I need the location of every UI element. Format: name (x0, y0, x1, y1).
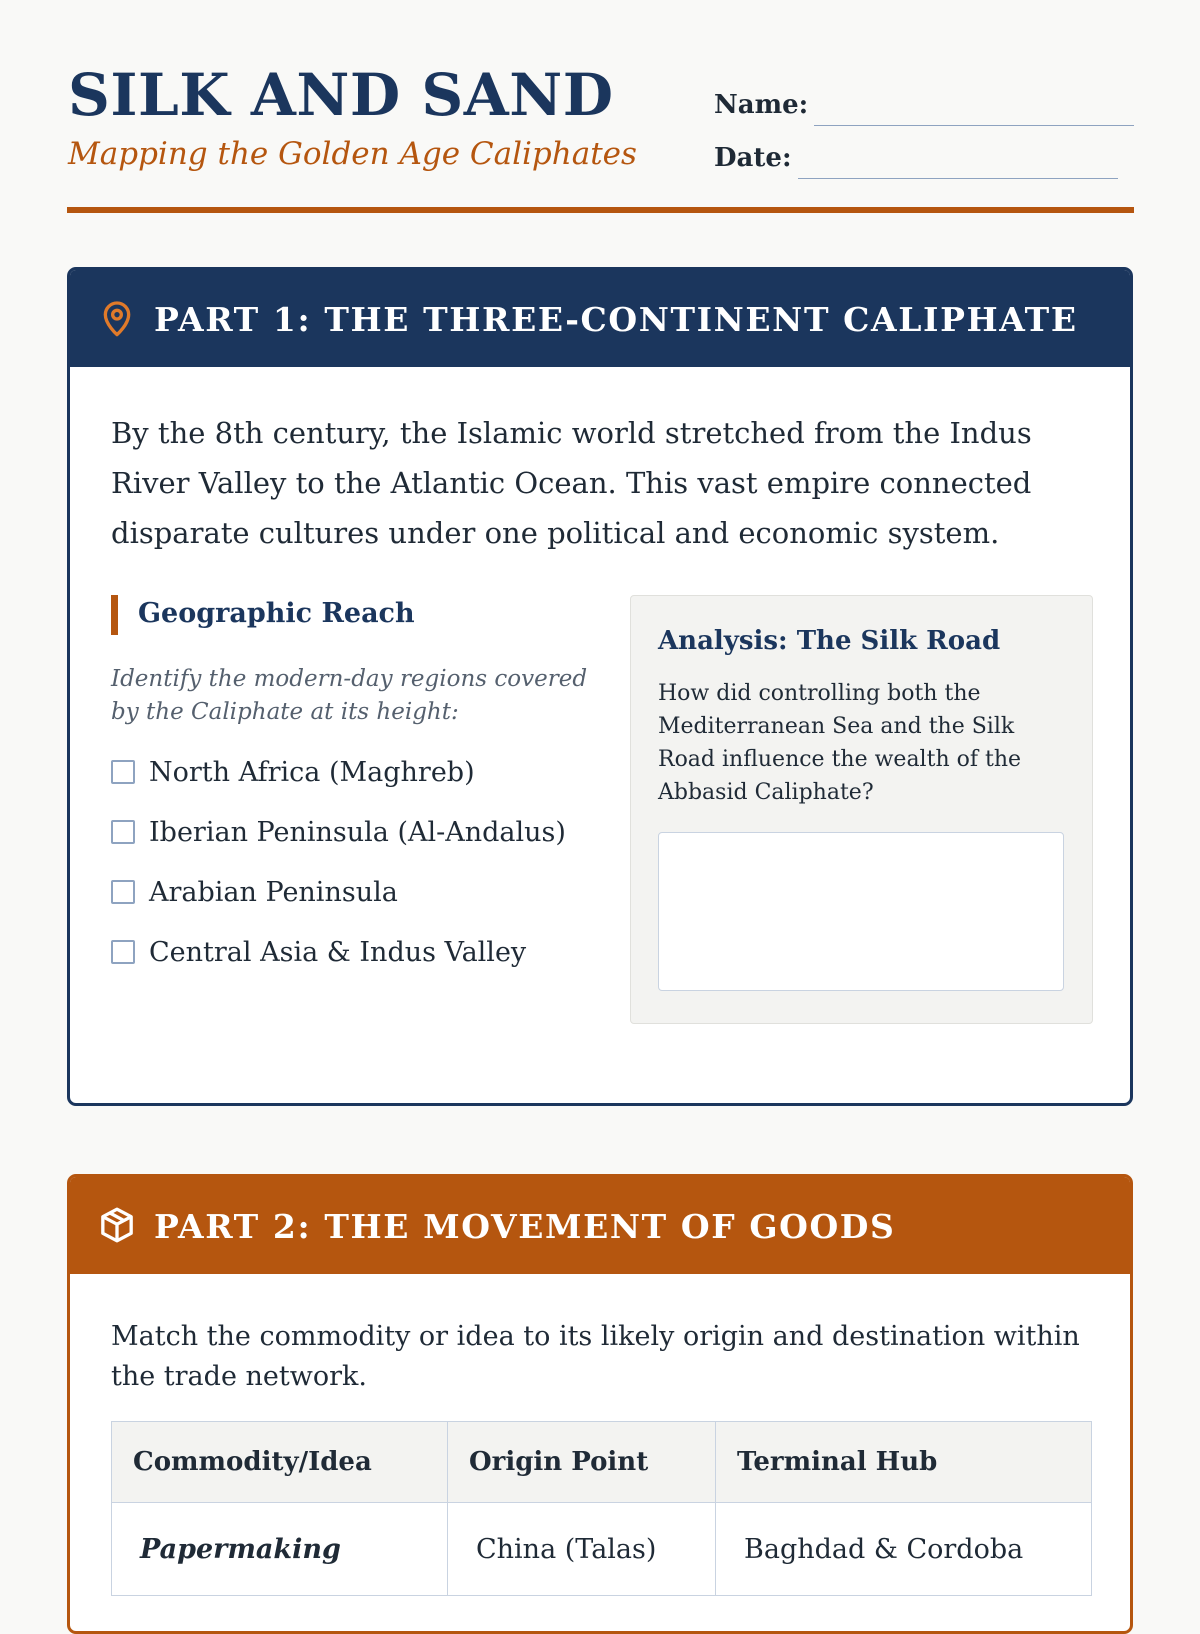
trade-table (111, 1421, 1092, 1596)
table-header-row (112, 1422, 1092, 1503)
region-option-label: North Africa (Maghreb) (149, 756, 475, 788)
region-checkbox[interactable] (111, 880, 135, 904)
worksheet-subtitle: Mapping the Golden Age Caliphates (68, 136, 637, 172)
part-1-intro: By the 8th century, the Islamic world stretched from the Indus River Valley to the Atlantic Ocean. This vast empire connected disparate cultures under one political and economic system. (111, 416, 1032, 550)
part-2-intro: Match the commodity or idea to its likely origin and destination within the trade network. (111, 1321, 1080, 1392)
name-field[interactable] (814, 125, 1134, 126)
part-1-header (70, 270, 1130, 367)
column-header: Origin Point (448, 1422, 716, 1503)
section-accent-bar (111, 595, 118, 635)
region-option[interactable] (111, 935, 526, 969)
commodity-cell: Papermaking (112, 1503, 448, 1596)
worksheet-title: SILK AND SAND (68, 61, 614, 129)
analysis-panel (630, 595, 1093, 1024)
part-1-card (67, 267, 1133, 1106)
name-label: Name: (714, 90, 809, 120)
part-2-header (70, 1177, 1130, 1274)
region-checkbox[interactable] (111, 940, 135, 964)
region-option-label: Central Asia & Indus Valley (149, 936, 527, 968)
column-header: Commodity/Idea (112, 1422, 448, 1503)
geographic-reach-title: Geographic Reach (138, 598, 415, 629)
package-icon (97, 1205, 137, 1245)
analysis-answer-box[interactable] (658, 832, 1064, 991)
region-option-label: Iberian Peninsula (Al-Andalus) (149, 816, 566, 848)
region-checkbox[interactable] (111, 760, 135, 784)
column-header: Terminal Hub (716, 1422, 1092, 1503)
header-divider (67, 207, 1134, 213)
geographic-reach-instruction: Identify the modern-day regions covered by the Caliphate at its height: (111, 666, 588, 725)
region-option[interactable] (111, 875, 398, 909)
region-option-label: Arabian Peninsula (149, 876, 398, 908)
analysis-title: Analysis: The Silk Road (658, 626, 1001, 656)
region-checkbox[interactable] (111, 820, 135, 844)
table-row (112, 1503, 1092, 1596)
origin-cell: China (Talas) (448, 1503, 716, 1596)
region-option[interactable] (111, 755, 475, 789)
part-2-heading: PART 2: THE MOVEMENT OF GOODS (154, 1207, 896, 1246)
date-field[interactable] (798, 178, 1118, 179)
region-option[interactable] (111, 815, 566, 849)
part-1-heading: PART 1: THE THREE-CONTINENT CALIPHATE (154, 300, 1078, 339)
map-pin-icon (97, 298, 137, 338)
part-2-card (67, 1174, 1133, 1634)
analysis-question: How did controlling both the Mediterranean Sea and the Silk Road influence the wealth of the Abbasid Caliphate? (658, 681, 1022, 805)
terminal-cell: Baghdad & Cordoba (716, 1503, 1092, 1596)
date-label: Date: (714, 143, 792, 173)
